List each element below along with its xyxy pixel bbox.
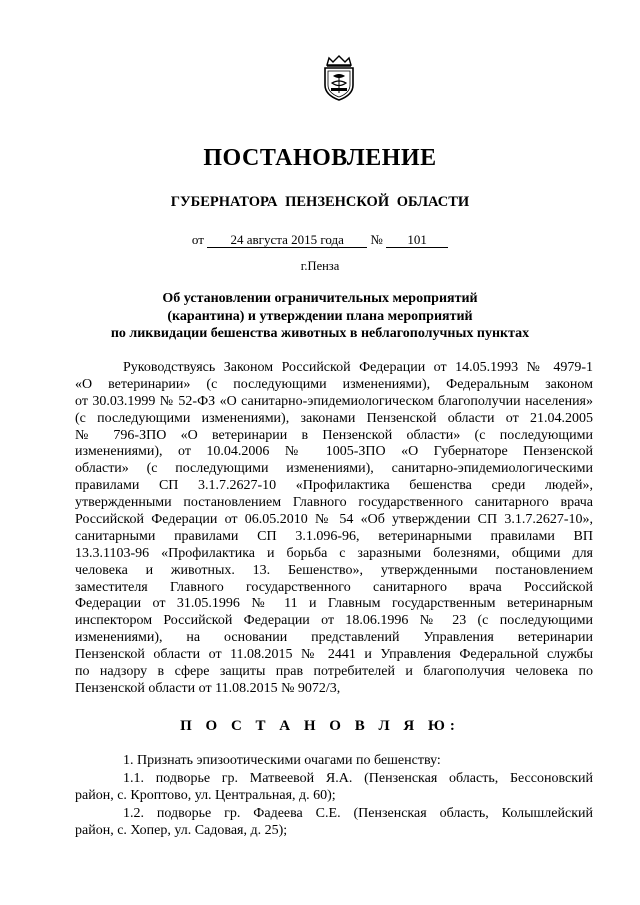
preamble-line: изменениями), от 10.04.2006 № 1005-ЗПО «О Губернаторе Пензенской <box>75 444 593 460</box>
preamble-line: заместителя Главного государственного санитарного врача Российской <box>75 579 593 595</box>
preamble-line: Пензенской области от 11.08.2015 № 2441 и Управления Федеральной службы <box>75 647 593 663</box>
preamble-line: «О ветеринарии» (с последующими изменениями), Федеральным законом <box>75 376 593 392</box>
preamble-line: Федерации от 31.05.1996 № 11 и Главным государственным ветеринарным <box>75 596 593 612</box>
preamble-line: санитарными правилами СП 3.1.096-96, ветеринарными правилами ВП <box>75 528 593 544</box>
preamble-line: утвержденными постановлением Главного государственного санитарного врача <box>75 495 593 511</box>
coat-of-arms-emblem <box>319 55 359 101</box>
date-number-line <box>0 232 640 248</box>
list-item: район, с. Хопер, ул. Садовая, д. 25); <box>75 823 288 838</box>
preamble-line: 13.3.1103-96 «Профилактика и борьба с заразными болезнями, общими для <box>75 545 593 561</box>
preamble-line: (с последующими изменениями), законами Пензенской области от 21.04.2005 <box>75 410 593 426</box>
decree-items <box>75 752 593 840</box>
heading-line: (карантина) и утверждении плана мероприятий <box>167 308 473 324</box>
preamble-line: Пензенской области от 11.08.2015 № 9072/3, <box>75 680 341 696</box>
date-prefix: от <box>191 232 204 247</box>
heading-line: Об установлении ограничительных мероприятий <box>162 291 478 306</box>
preamble-line: по надзору в сфере защиты прав потребителей и благополучия человека по <box>75 664 593 680</box>
list-item: район, с. Кроптово, ул. Центральная, д. 60); <box>75 788 336 803</box>
date-value: 24 августа 2015 года <box>207 232 367 248</box>
preamble-line: человека и животных. 13. Бешенство», утвержденными постановлением <box>75 562 593 578</box>
preamble-line: изменениями), на основании представлений Управления ветеринарии <box>75 630 593 646</box>
city-label: г.Пенза <box>300 259 340 273</box>
decree-heading: П О С Т А Н О В Л Я Ю: <box>180 718 460 734</box>
preamble-line: инспектором Российской Федерации от 18.06.1996 № 23 (с последующими <box>75 613 593 629</box>
preamble-line: Руководствуясь Законом Российской Федерации от 14.05.1993 № 4979-1 <box>123 360 593 375</box>
preamble-line: правилами СП 3.1.7.2627-10 «Профилактика бешенства среди людей», <box>75 478 593 494</box>
preamble-line: № 796-ЗПО «О ветеринарии в Пензенской области» (с последующими <box>75 427 593 443</box>
list-item: 1. Признать эпизоотическими очагами по бешенству: <box>123 753 441 768</box>
preamble-line: от 30.03.1999 № 52-ФЗ «О санитарно-эпидемиологическом благополучии населения» <box>75 393 593 409</box>
list-item: 1.1. подворье гр. Матвеевой Я.А. (Пензенская область, Бессоновский <box>123 770 593 786</box>
number-sign: № <box>370 232 383 247</box>
preamble-line: области» (с последующими изменениями), санитарно-эпидемиологическими <box>75 461 593 477</box>
heading-line: по ликвидации бешенства животных в неблагополучных пунктах <box>110 326 530 341</box>
issuer-subtitle: ГУБЕРНАТОРА ПЕНЗЕНСКОЙ ОБЛАСТИ <box>170 194 470 210</box>
list-item: 1.2. подворье гр. Фадеева С.Е. (Пензенская область, Колышлейский <box>123 805 593 821</box>
preamble-paragraph <box>75 360 593 698</box>
document-title: ПОСТАНОВЛЕНИЕ <box>203 145 437 171</box>
number-value: 101 <box>386 232 448 248</box>
preamble-line: Российской Федерации от 06.05.2010 № 54 «Об утверждении СП 3.1.7.2627-10», <box>75 512 593 528</box>
document-heading <box>0 290 640 343</box>
